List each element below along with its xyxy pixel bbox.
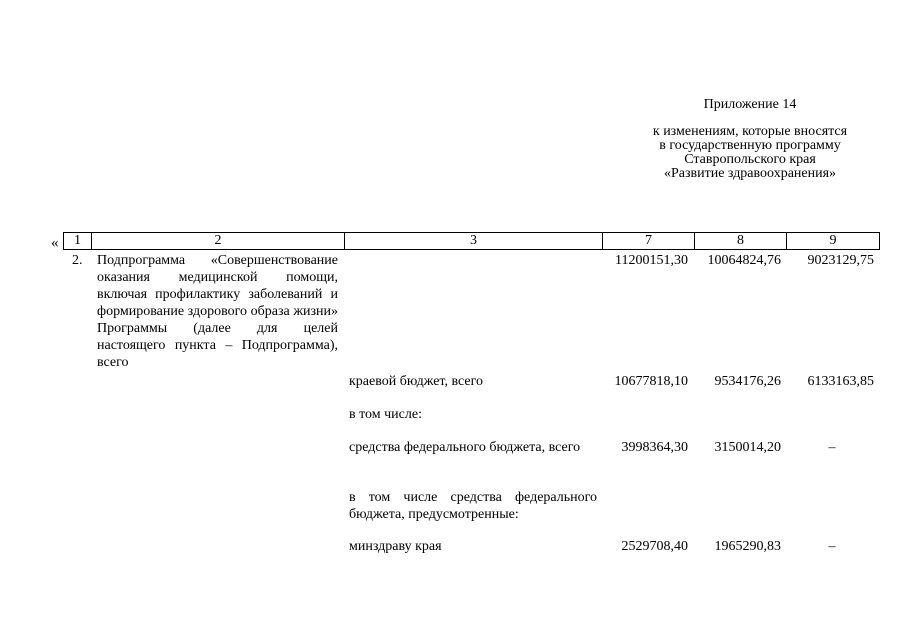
table-header — [63, 232, 880, 250]
row-label: в том числе средства федерального бюджета, предусмотренные: — [349, 490, 597, 522]
column-header: 2 — [92, 233, 345, 250]
row-value: 3150014,20 — [714, 440, 781, 455]
appendix-subtitle — [620, 125, 880, 181]
column-header: 7 — [603, 233, 695, 250]
row-value: 2529708,40 — [621, 539, 688, 554]
column-header: 3 — [345, 233, 603, 250]
total-col7: 11200151,30 — [615, 253, 688, 268]
row-value: 3998364,30 — [621, 440, 688, 455]
appendix-line: «Развитие здравоохранения» — [663, 166, 837, 181]
subprogram-title: Подпрограмма «Совершенствование оказания медицинской помощи, включая профилактику заболеваний и формирование здорового образа жизни» Программы (далее для целей настоящего пункта – Подпрограмма), всего — [97, 253, 338, 370]
row-value: 10677818,10 — [614, 374, 688, 389]
row-label: минздраву края — [349, 539, 442, 554]
row-value: 9534176,26 — [714, 374, 781, 389]
row-value: – — [828, 539, 836, 554]
column-header: 9 — [787, 233, 880, 250]
row-label: средства федерального бюджета, всего — [349, 440, 581, 455]
total-col9: 9023129,75 — [807, 253, 874, 268]
row-value: 6133163,85 — [807, 374, 874, 389]
appendix-line: Ставропольского края — [684, 152, 816, 167]
appendix-line: к изменениям, которые вносятся — [652, 124, 848, 139]
column-header: 8 — [695, 233, 787, 250]
open-quote: « — [51, 235, 59, 251]
row-value: – — [828, 440, 836, 455]
table-header-row — [64, 233, 880, 250]
row-label: краевой бюджет, всего — [349, 374, 484, 389]
row-number: 2. — [72, 253, 83, 268]
row-label: в том числе: — [349, 407, 422, 422]
row-value: 1965290,83 — [714, 539, 781, 554]
appendix-title: Приложение 14 — [703, 97, 797, 112]
column-header: 1 — [64, 233, 92, 250]
total-col8: 10064824,76 — [707, 253, 781, 268]
appendix-line: в государственную программу — [659, 138, 841, 153]
